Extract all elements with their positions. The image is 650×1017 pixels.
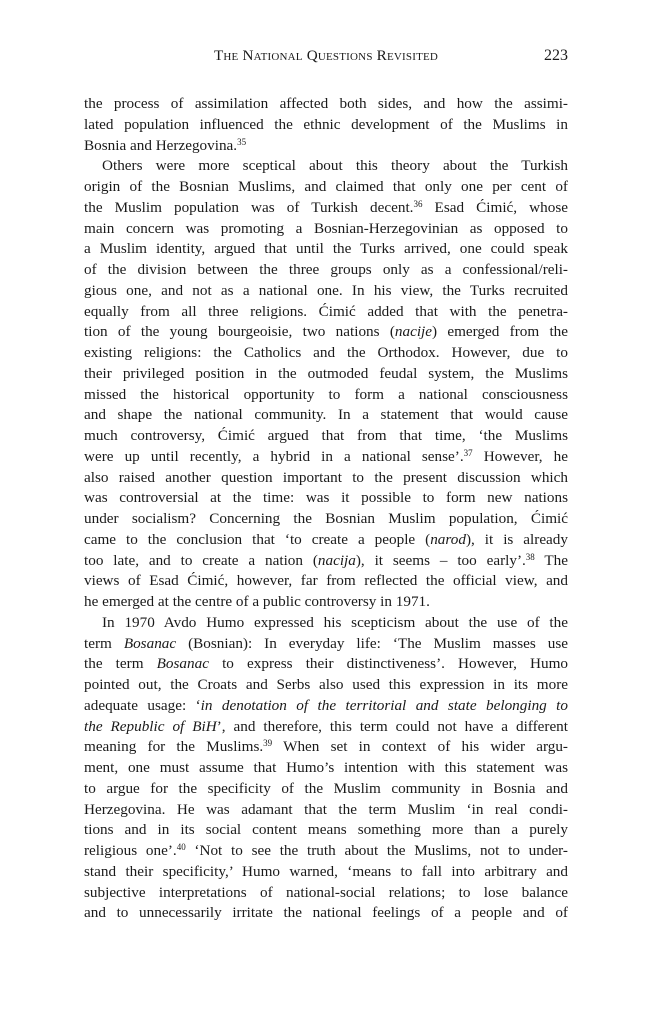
text-line: tion of the young bourgeoisie, two nations (nacije) emerged from the [84,323,568,341]
footnote-ref: 40 [176,842,186,852]
page-number: 223 [544,47,568,64]
footnote-ref: 37 [463,447,473,458]
text-line: were up until recently, a hybrid in a national sense’.$^{37}$ However, he [84,447,568,465]
text-line: tions and in its social content means something more than a purely [84,821,568,839]
text-line: and to unnecessarily irritate the national feelings of a people and of [84,904,568,922]
running-head [84,44,568,68]
running-title: The National Questions Revisited [213,47,439,64]
text-line: also raised another question important to the present discussion which [84,468,568,486]
text-line: the Muslim population was of Turkish decent.$^{36}$ Esad Ćimić, whose [84,198,568,216]
text-line: term Bosanac (Bosnian): In everyday life: ‘The Muslim masses use [84,634,568,652]
text-line: In 1970 Avdo Humo expressed his scepticism about the use of the [102,613,568,631]
footnote-ref: 38 [525,551,535,562]
text-line: meaning for the Muslims.$^{39}$ When set in context of his wider argu- [84,738,568,756]
text-line: to argue for the specificity of the Muslim community in Bosnia and [84,779,568,797]
text-line: existing religions: the Catholics and the Orthodox. However, due to [84,344,568,361]
text-line: under socialism? Concerning the Bosnian Muslim population, Ćimić [84,510,568,527]
text-line: gious one, and not as a national one. In his view, the Turks recruited [84,281,568,299]
text-line: their privileged position in the outmoded feudal system, the Muslims [84,364,568,382]
text-line: stand their specificity,’ Humo warned, ‘means to fall into arbitrary and [84,862,568,880]
footnote-ref: 36 [413,198,423,209]
text-line: the term Bosanac to express their distinctiveness’. However, Humo [84,655,568,673]
text-line: ment, one must assume that Humo’s intention with this statement was [84,759,568,776]
text-line: views of Esad Ćimić, however, far from reflected the official view, and [84,572,568,590]
text-line: subjective interpretations of national-social relations; to lose balance [84,883,568,901]
text-line: main concern was promoting a Bosnian-Herzegovinian as opposed to [84,219,568,237]
text-line: much controversy, Ćimić argued that from that time, ‘the Muslims [84,427,568,444]
text-line: and shape the national community. In a statement that would cause [84,406,568,424]
text-line: the process of assimilation affected both sides, and how the assimi- [84,95,568,112]
footnote-ref: 39 [263,738,273,749]
text-line: missed the historical opportunity to form a national consciousness [84,385,568,403]
text-line: religious one’.$^{40}$ ‘Not to see the truth about the Muslims, not to under- [84,842,568,859]
text-line: lated population influenced the ethnic development of the Muslims in [84,115,568,133]
text-line: Others were more sceptical about this theory about the Turkish [102,157,568,175]
text-line: a Muslim identity, argued that until the Turks arrived, one could speak [84,240,568,258]
body-text [84,94,568,924]
text-line: the Republic of BiH’, and therefore, this term could not have a different [84,717,569,735]
text-line: was controversial at the time: was it possible to form new nations [84,489,568,507]
text-line: Herzegovina. He was adamant that the term Muslim ‘in real condi- [84,800,568,818]
text-line: too late, and to create a nation (nacija), it seems – too early’.$^{38}$ The [84,551,568,569]
footnote-ref: 35 [237,136,247,147]
text-line: came to the conclusion that ‘to create a people (narod), it is already [84,530,568,548]
text-line: adequate usage: ‘in denotation of the territorial and state belonging to [84,696,568,714]
text-line: Bosnia and Herzegovina.$^{35}$ [84,136,247,154]
text-line: pointed out, the Croats and Serbs also used this expression in its more [84,676,568,693]
text-line: of the division between the three groups only as a confessional/reli- [84,261,568,278]
text-line: origin of the Bosnian Muslims, and claimed that only one per cent of [84,178,568,195]
text-line: equally from all three religions. Ćimić added that with the penetra- [84,302,568,320]
text-line: he emerged at the centre of a public controversy in 1971. [84,593,430,610]
